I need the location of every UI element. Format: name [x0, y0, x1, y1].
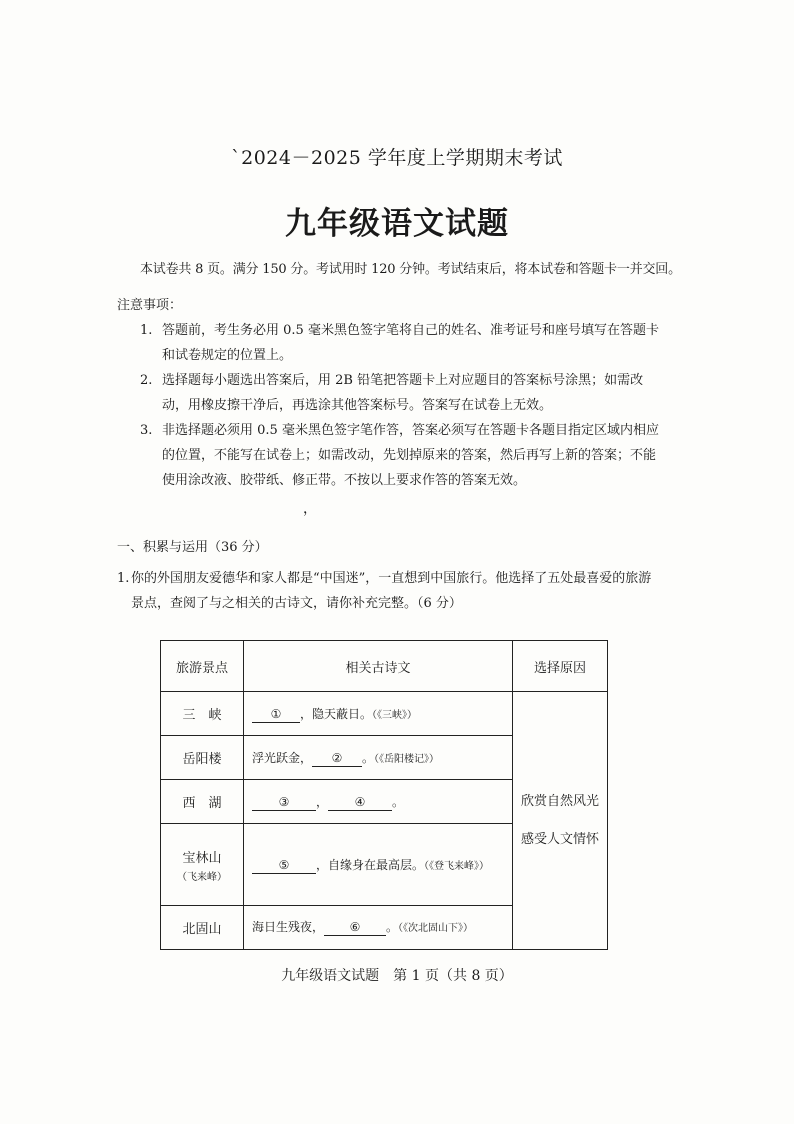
table-row	[161, 692, 608, 736]
poem-source: （《岳阳楼记》）	[374, 753, 440, 765]
notice-number: 1.	[140, 323, 153, 338]
poem-cell	[244, 692, 513, 736]
table-header: 选择原因	[513, 641, 608, 692]
poem-cell	[244, 824, 513, 906]
spot-cell	[161, 780, 244, 824]
reason-line: 感受人文情怀	[520, 831, 599, 847]
poem-middle: 。	[362, 750, 375, 765]
spot-name: 宝林山	[182, 850, 222, 866]
table-header: 相关古诗文	[244, 641, 513, 692]
poem-prefix: 海日生残夜，	[252, 920, 325, 935]
question-text: 你的外国朋友爱德华和家人都是“中国迷”，一直想到中国旅行。他选择了五处最喜爱的旅游景点，查阅了与之相关的古诗文，请你补充完整。（6 分）	[131, 571, 652, 611]
poem-cell	[244, 905, 513, 949]
poem-prefix: 浮光跃金，	[252, 750, 313, 765]
notice-heading: 注意事项：	[117, 298, 183, 313]
notice-text: 非选择题必须用 0.5 毫米黑色签字笔作答，答案必须写在答题卡各题目指定区域内相应的位置，不能写在试卷上；如需改动，先划掉原来的答案，然后再写上新的答案；不能使用涂改液、胶带纸、修正带。不按以上要求作答的答案无效。	[162, 423, 659, 488]
notice-text: 答题前，考生务必用 0.5 毫米黑色签字笔将自己的姓名、准考证号和座号填写在答题卡和试卷规定的位置上。	[162, 323, 659, 363]
page-title: 九年级语文试题	[285, 206, 509, 242]
answer-blank: ③	[252, 795, 316, 811]
poem-middle: ，自缘身在最高层。	[316, 857, 425, 872]
spot-name: 北固山	[182, 921, 222, 937]
table-header: 旅游景点	[161, 641, 244, 692]
notice-item	[140, 418, 660, 493]
answer-blank: ⑥	[324, 920, 386, 936]
spot-cell	[161, 905, 244, 949]
poem-suffix: 。	[392, 794, 405, 809]
reason-line: 欣赏自然风光	[520, 793, 599, 809]
poem-source: （《次北固山下》）	[398, 923, 474, 935]
notice-number: 2.	[140, 373, 153, 388]
stray-mark: ，	[303, 501, 317, 517]
notice-item	[140, 318, 660, 368]
poem-middle: ，隐天蔽日。	[300, 706, 373, 721]
notice-text: 选择题每小题选出答案后，用 2B 铅笔把答题卡上对应题目的答案标号涂黑；如需改动，用橡皮擦干净后，再选涂其他答案标号。答案写在试卷上无效。	[162, 373, 644, 413]
poem-cell	[244, 736, 513, 780]
table-header-row	[161, 641, 608, 692]
poem-cell	[244, 780, 513, 824]
question-number: 1.	[117, 571, 130, 586]
spot-subname: （飞来峰）	[177, 871, 227, 883]
answer-blank: ②	[312, 751, 362, 767]
poem-middle: 。	[386, 920, 399, 935]
notice-number: 3.	[140, 423, 153, 438]
spot-name: 三 峡	[182, 708, 222, 724]
spot-cell	[161, 736, 244, 780]
page-footer: 九年级语文试题 第 1 页（共 8 页）	[281, 968, 513, 984]
spot-name: 岳阳楼	[182, 752, 222, 768]
poem-middle: ，	[316, 794, 329, 809]
section-heading: 一、积累与运用（36 分）	[117, 540, 268, 555]
answer-blank: ④	[328, 795, 392, 811]
exam-header: `2024－2025 学年度上学期期末考试	[231, 147, 563, 169]
poem-source: （《登飞来峰》）	[424, 860, 490, 872]
intro-text: 本试卷共 8 页。满分 150 分。考试用时 120 分钟。考试结束后，将本试卷和答题卡一并交回。	[140, 262, 681, 277]
spot-name: 西 湖	[182, 796, 222, 812]
reason-cell	[513, 692, 608, 950]
poem-source: （《三峡》）	[372, 709, 418, 721]
answer-blank: ①	[252, 707, 300, 723]
answer-blank: ⑤	[252, 858, 316, 874]
spot-cell	[161, 692, 244, 736]
question-1	[117, 566, 662, 616]
poetry-table	[160, 640, 608, 950]
spot-cell	[161, 824, 244, 906]
notice-item	[140, 368, 660, 418]
